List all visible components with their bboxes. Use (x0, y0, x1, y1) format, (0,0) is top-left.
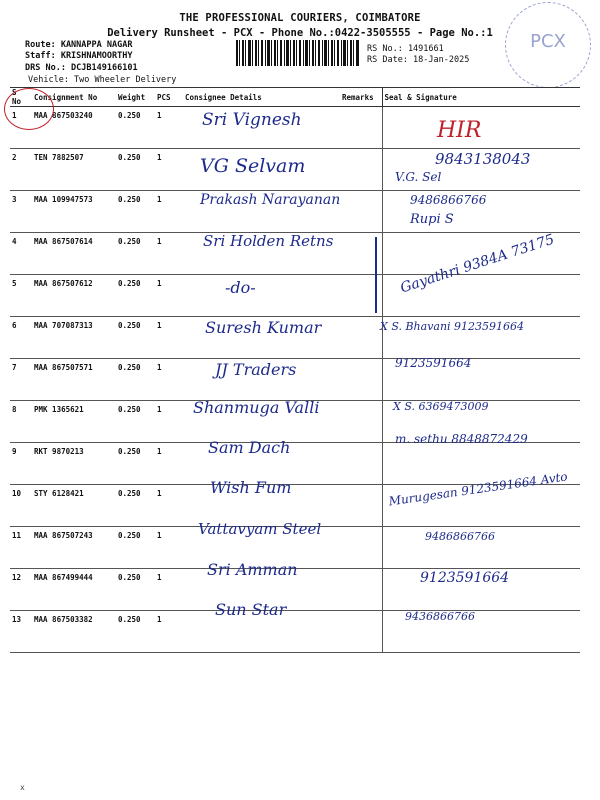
handwritten-phone: 9486866766 (410, 193, 487, 207)
pcx-stamp (505, 2, 591, 88)
handwritten-consignee: Sri Amman (207, 560, 298, 579)
row-consignment: MAA 867503240 (32, 107, 116, 149)
table-header-row (10, 88, 580, 107)
row-sno: 10 (10, 485, 32, 527)
handwritten-signature: Rupi S (410, 212, 454, 227)
col-pcs: PCS (155, 88, 183, 107)
footer-mark: x (20, 783, 25, 792)
row-consignment: MAA 867499444 (32, 569, 116, 611)
col-weight: Weight (116, 88, 155, 107)
handwritten-consignee: JJ Traders (215, 360, 297, 379)
row-sno: 1 (10, 107, 32, 149)
row-remarks (340, 611, 382, 653)
col-remarks: Remarks (340, 88, 382, 107)
handwritten-consignee: Shanmuga Valli (193, 398, 320, 417)
col-consignment: Consignment No (32, 88, 116, 107)
row-remarks (340, 107, 382, 149)
ink-bracket-line (375, 237, 377, 313)
col-seal: Seal & Signature (382, 88, 580, 107)
row-weight: 0.250 (116, 149, 155, 191)
row-weight: 0.250 (116, 527, 155, 569)
row-sno: 6 (10, 317, 32, 359)
row-sno: 13 (10, 611, 32, 653)
handwritten-consignee: Wish Fum (210, 478, 292, 497)
handwritten-signature: X S. Bhavani 9123591664 (380, 320, 525, 333)
row-consignment: MAA 867507571 (32, 359, 116, 401)
row-weight: 0.250 (116, 485, 155, 527)
row-consignment: RKT 9870213 (32, 443, 116, 485)
row-sno: 8 (10, 401, 32, 443)
table-row (10, 275, 580, 317)
row-sno: 9 (10, 443, 32, 485)
runsheet-title: Delivery Runsheet - PCX - Phone No.:0422-3505555 - Page No.:1 (107, 27, 493, 39)
row-remarks (340, 569, 382, 611)
row-consignment: MAA 867507243 (32, 527, 116, 569)
row-pcs: 1 (155, 485, 183, 527)
row-remarks (340, 485, 382, 527)
staff-label: Staff: KRISHNAMOORTHY (25, 51, 133, 61)
table-row (10, 443, 580, 485)
row-weight: 0.250 (116, 191, 155, 233)
row-remarks (340, 149, 382, 191)
vehicle-label: Vehicle: Two Wheeler Delivery (28, 75, 177, 85)
row-remarks (340, 191, 382, 233)
handwritten-phone: m. sethu 8848872429 (395, 432, 528, 446)
row-consignment: MAA 867507612 (32, 275, 116, 317)
row-remarks (340, 443, 382, 485)
row-sno: 7 (10, 359, 32, 401)
col-consignee: Consignee Details (183, 88, 340, 107)
row-sno: 11 (10, 527, 32, 569)
handwritten-signature: Gayathri 9384A 73175 (398, 231, 557, 297)
handwritten-signature: Murugesan 9123591664 Avto (387, 469, 569, 509)
row-pcs: 1 (155, 611, 183, 653)
handwritten-consignee: VG Selvam (200, 155, 306, 177)
handwritten-phone: 9123591664 (420, 570, 510, 586)
row-consignment: MAA 867507614 (32, 233, 116, 275)
handwritten-phone: 9486866766 (425, 530, 495, 543)
row-weight: 0.250 (116, 443, 155, 485)
row-pcs: 1 (155, 401, 183, 443)
row-pcs: 1 (155, 359, 183, 401)
row-consignee (183, 275, 340, 317)
row-weight: 0.250 (116, 233, 155, 275)
rs-number: RS No.: 1491661 (367, 44, 444, 54)
handwritten-consignee: Sri Vignesh (202, 110, 302, 130)
stamp-text: PCX (530, 31, 566, 52)
handwritten-phone: 9843138043 (435, 150, 531, 168)
row-weight: 0.250 (116, 275, 155, 317)
handwritten-phone: 9436866766 (405, 610, 475, 623)
handwritten-phone: 9123591664 (395, 356, 472, 370)
row-pcs: 1 (155, 275, 183, 317)
row-pcs: 1 (155, 527, 183, 569)
drs-number: DRS No.: DCJB149166101 (25, 63, 138, 73)
handwritten-consignee: Sri Holden Retns (203, 232, 334, 250)
table-row (10, 611, 580, 653)
handwritten-consignee: Suresh Kumar (205, 318, 322, 337)
row-weight: 0.250 (116, 401, 155, 443)
row-sno: 5 (10, 275, 32, 317)
row-pcs: 1 (155, 107, 183, 149)
red-ink-circle (4, 88, 54, 130)
row-weight: 0.250 (116, 611, 155, 653)
row-sno: 2 (10, 149, 32, 191)
row-remarks (340, 317, 382, 359)
row-consignment: MAA 867503382 (32, 611, 116, 653)
handwritten-consignee: Prakash Narayanan (200, 192, 341, 208)
row-remarks (340, 527, 382, 569)
row-pcs: 1 (155, 149, 183, 191)
company-name: THE PROFESSIONAL COURIERS, COIMBATORE (179, 12, 421, 24)
row-pcs: 1 (155, 443, 183, 485)
rs-date: RS Date: 18-Jan-2025 (367, 55, 470, 65)
row-consignment: STY 6128421 (32, 485, 116, 527)
row-weight: 0.250 (116, 359, 155, 401)
row-consignment: TEN 7882507 (32, 149, 116, 191)
handwritten-consignee: Sam Dach (208, 438, 291, 457)
handwritten-signature: V.G. Sel (395, 170, 442, 184)
row-weight: 0.250 (116, 569, 155, 611)
row-sno: 3 (10, 191, 32, 233)
handwritten-consignee: -do- (225, 278, 256, 297)
row-remarks (340, 359, 382, 401)
row-pcs: 1 (155, 191, 183, 233)
row-sno: 12 (10, 569, 32, 611)
row-pcs: 1 (155, 569, 183, 611)
row-consignment: MAA 707087313 (32, 317, 116, 359)
row-sno: 4 (10, 233, 32, 275)
row-consignment: PMK 1365621 (32, 401, 116, 443)
handwritten-consignee: Vattavyam Steel (198, 520, 322, 538)
row-pcs: 1 (155, 317, 183, 359)
col-sno: S No (10, 88, 32, 107)
handwritten-signature: X S. 6369473009 (393, 400, 489, 413)
row-pcs: 1 (155, 233, 183, 275)
route-label: Route: KANNAPPA NAGAR (25, 40, 133, 50)
row-weight: 0.250 (116, 317, 155, 359)
red-ink-signature: HIR (437, 118, 482, 143)
row-consignment: MAA 109947573 (32, 191, 116, 233)
barcode (236, 40, 360, 66)
handwritten-consignee: Sun Star (215, 600, 287, 619)
row-remarks (340, 401, 382, 443)
row-weight: 0.250 (116, 107, 155, 149)
